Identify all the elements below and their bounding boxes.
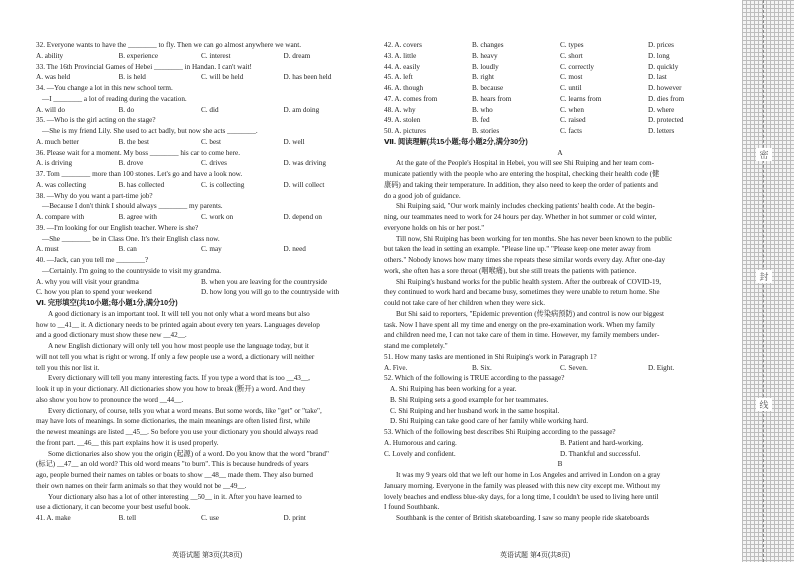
passage-line: may have lots of meanings. In some dictionaries, the main meanings are often listed first, while bbox=[36, 417, 311, 426]
option: D. quickly bbox=[648, 62, 679, 71]
option: B. tell bbox=[118, 514, 137, 522]
option: D. dies from bbox=[648, 94, 685, 103]
option: C. did bbox=[201, 105, 219, 114]
passage-label: B bbox=[557, 460, 563, 469]
option: A. must bbox=[36, 245, 59, 254]
options-row bbox=[384, 105, 736, 116]
option: D. need bbox=[283, 245, 306, 254]
passage-line: work, she often has a sore throat (咽喉痛), but she still treats the patients with patience. bbox=[384, 266, 637, 275]
passage-line: their own names on their farm animals so that they would not be __49__. bbox=[36, 481, 247, 490]
passage-line: will not tell you what is right or wrong. If only a few people use a word, a dictionary will neither bbox=[36, 352, 315, 361]
passage-line: tell you this nor list it. bbox=[36, 363, 100, 372]
passage-line: but taken the lead in setting an example. "Please line up." "Please keep one meter away from bbox=[384, 245, 651, 254]
passage-line: task. Now I have spent all my time and energy on the pre-examination work. When my family bbox=[384, 320, 655, 329]
option: A. compare with bbox=[36, 213, 85, 221]
passage-line: I found Southbank. bbox=[384, 503, 440, 512]
option: B. fed bbox=[472, 116, 490, 125]
options-row bbox=[384, 94, 736, 105]
option: D. however bbox=[648, 84, 682, 92]
option-line: C. Shi Ruiping and her husband work in the same hospital. bbox=[390, 406, 560, 415]
option: C. work on bbox=[201, 213, 234, 221]
option: D. am doing bbox=[283, 105, 320, 114]
options-row bbox=[384, 72, 736, 83]
option: A. was held bbox=[36, 73, 71, 82]
passage-line: January morning. Everyone in the family was pleased with this new city except me. Without my bbox=[384, 481, 661, 490]
option: B. because bbox=[472, 84, 504, 92]
passage-line: ago, people burned their names on tables or boats to show __48__ made them. They also burned bbox=[36, 471, 313, 479]
option: D. print bbox=[283, 514, 306, 522]
dialogue-line: —She is my friend Lily. She used to act badly, but now she acts ________. bbox=[42, 127, 258, 135]
option: B. hears from bbox=[472, 94, 512, 103]
options-row bbox=[384, 40, 736, 51]
options-row bbox=[36, 212, 366, 223]
option: 43. A. little bbox=[384, 51, 417, 60]
option-line: B. Shi Ruiping sets a good example for her teammates. bbox=[390, 395, 549, 404]
option: B. Patient and hard-working. bbox=[560, 438, 644, 447]
option: C. most bbox=[560, 73, 583, 82]
option: A. ability bbox=[36, 51, 64, 60]
option: 47. A. comes from bbox=[384, 94, 438, 103]
passage-line: Till now, Shi Ruiping has been working for ten months. She has never been known to the public bbox=[396, 234, 673, 243]
option: B. loudly bbox=[472, 62, 499, 71]
passage-line: and children need me, I can not take care of them in time. However, my family members under- bbox=[384, 331, 660, 340]
option: 45. A. left bbox=[384, 73, 413, 82]
options-row bbox=[384, 115, 736, 126]
option: C. interest bbox=[201, 51, 231, 60]
right-column bbox=[384, 40, 736, 524]
options-row bbox=[36, 72, 366, 83]
options-row bbox=[384, 438, 736, 449]
option: D. prices bbox=[648, 41, 674, 49]
option: D. Thankful and successful. bbox=[560, 449, 641, 458]
option: D. long bbox=[648, 51, 670, 60]
option: D. last bbox=[648, 73, 667, 82]
option: C. how you plan to spend your weekend bbox=[36, 288, 152, 297]
option: B. agree with bbox=[118, 213, 158, 221]
option: D. protected bbox=[648, 116, 684, 125]
option: B. do bbox=[118, 105, 135, 114]
options-row bbox=[36, 105, 366, 116]
options-row bbox=[36, 158, 366, 169]
option: 42. A. covers bbox=[384, 41, 422, 49]
option: 49. A. stolen bbox=[384, 116, 421, 125]
options-row bbox=[384, 62, 736, 73]
dialogue-line: —I ________ a lot of reading during the vacation. bbox=[42, 94, 187, 103]
passage-line: they continued to work hard and became busy, sometimes they were unable to return home. She bbox=[384, 288, 660, 297]
passage-line: look it up in your dictionary. All dictionaries show you how to break (断开) a word. And they bbox=[36, 385, 306, 393]
passage-label: A bbox=[557, 148, 563, 157]
options-row bbox=[36, 51, 366, 62]
option: B. the best bbox=[118, 137, 150, 146]
option: B. changes bbox=[472, 41, 504, 49]
passage-line: how to __41__ it. A dictionary needs to be printed again about every ten years. Languages develop bbox=[36, 320, 320, 329]
passage-line: the front part. __46__ this part explains how it is used properly. bbox=[36, 438, 219, 447]
options-row bbox=[384, 363, 736, 374]
passage-line: also show you how to pronounce the word __44__. bbox=[36, 395, 184, 404]
passage-line: and a good dictionary must show these new __42__. bbox=[36, 331, 187, 340]
question-stem: 53. Which of the following best describes Shi Ruiping according to the passage? bbox=[384, 428, 616, 436]
option: 44. A. easily bbox=[384, 62, 420, 71]
options-row bbox=[384, 449, 736, 460]
dialogue-line: —Because I don't think I should always ________ my parents. bbox=[42, 202, 223, 211]
option: B. Six. bbox=[472, 363, 492, 372]
option: 41. A. make bbox=[36, 514, 71, 522]
passage-line: 康码) and taking their temperature. In addition, they also need to keep the order of patients and bbox=[384, 180, 658, 189]
question-stem: 51. How many tasks are mentioned in Shi Ruiping's work in Paragraph 1? bbox=[384, 352, 597, 361]
option: B. who bbox=[472, 105, 493, 114]
passage-line: the newest meanings are listed __45__. So before you use your dictionary you should always read bbox=[36, 428, 318, 436]
option: D. well bbox=[283, 137, 305, 146]
options-row bbox=[36, 513, 366, 524]
option: 46. A. though bbox=[384, 84, 424, 92]
passage-line: stand me completely." bbox=[384, 342, 448, 350]
option: C. may bbox=[201, 245, 222, 254]
options-row bbox=[384, 51, 736, 62]
option: C. until bbox=[560, 84, 582, 92]
passage-line: Every dictionary will tell you many interesting facts. If you type a word that is too __43__, bbox=[48, 374, 310, 383]
passage-line: municate patiently with the people who are entering the hospital, checking their health code (健 bbox=[384, 170, 660, 178]
dialogue-line: —She ________ be in Class One. It's their English class now. bbox=[42, 234, 220, 243]
option: 50. A. pictures bbox=[384, 127, 426, 135]
option: B. is held bbox=[118, 73, 146, 82]
passage-line: (标记) __47__ an old word? This old word means "to burn". This is because hundreds of years bbox=[36, 460, 309, 469]
option: 48. A. why bbox=[384, 105, 416, 114]
seal-char-mi: 密 bbox=[756, 148, 772, 161]
option: D. where bbox=[648, 105, 675, 114]
option: C. raised bbox=[560, 116, 586, 125]
option: A. is driving bbox=[36, 159, 73, 168]
option: C. Seven. bbox=[560, 363, 588, 372]
option-line: A. Shi Ruiping has been working for a year. bbox=[390, 385, 517, 393]
passage-line: lovely beaches and endless blue-sky days, for a long time, I couldn't be used to living here until bbox=[384, 492, 659, 501]
options-row bbox=[36, 180, 366, 191]
option: B. when you are leaving for the countryside bbox=[201, 277, 328, 286]
option: B. has collected bbox=[118, 180, 165, 189]
option: B. heavy bbox=[472, 51, 498, 60]
question-stem: 39. —I'm looking for our English teacher. Where is she? bbox=[36, 223, 199, 232]
option: D. will collect bbox=[283, 180, 325, 189]
question-stem: 34. —You change a lot in this new school term. bbox=[36, 84, 173, 92]
passage-line: everyone holds on his or her post." bbox=[384, 223, 485, 232]
passage-line: do a good job of guidance. bbox=[384, 191, 461, 200]
passage-line: Southbank is the center of British skateboarding. I saw so many people ride skateboards bbox=[396, 514, 650, 522]
question-stem: 38. —Why do you want a part-time job? bbox=[36, 191, 153, 200]
passage-line: Shi Ruiping said, "Our work mainly includes checking patients' health code. At the begin- bbox=[396, 202, 655, 211]
option: D. dream bbox=[283, 51, 311, 60]
option: D. has been held bbox=[283, 73, 332, 82]
option: C. Lovely and confident. bbox=[384, 449, 456, 458]
option: A. Humorous and caring. bbox=[384, 438, 457, 447]
section-heading: Ⅵ. 完形填空(共10小题;每小题1分,满分10分) bbox=[36, 298, 178, 307]
options-row bbox=[384, 83, 736, 94]
option: C. will be held bbox=[201, 73, 244, 82]
question-stem: 36. Please wait for a moment. My boss ________ his car to come here. bbox=[36, 148, 241, 157]
option: A. will do bbox=[36, 105, 65, 114]
options-row bbox=[384, 126, 736, 137]
dialogue-line: —Certainly. I'm going to the countryside to visit my grandma. bbox=[42, 266, 222, 275]
option: B. experience bbox=[118, 51, 159, 60]
option-line: D. Shi Ruiping can take good care of her family while working hard. bbox=[390, 417, 589, 426]
options-row bbox=[36, 244, 366, 255]
options-row bbox=[36, 137, 366, 148]
option: D. was driving bbox=[283, 159, 327, 168]
question-stem: 32. Everyone wants to have the ________ to fly. Then we can go almost anywhere we want. bbox=[36, 41, 302, 49]
option: C. facts bbox=[560, 127, 582, 135]
option: A. Five. bbox=[384, 363, 408, 372]
passage-line: But Shi said to reporters, "Epidemic prevention (传染病预防) and control is now our biggest bbox=[396, 309, 665, 318]
passage-line: A new English dictionary will only tell you how most people use the language today, but it bbox=[48, 342, 309, 350]
passage-line: others." Nobody knows how many times she repeats these similar words every day. After one-day bbox=[384, 256, 666, 264]
option: C. use bbox=[201, 514, 219, 522]
passage-line: Your dictionary also has a lot of other interesting __50__ in it. After you have learned to bbox=[48, 492, 302, 501]
passage-line: At the gate of the People's Hospital in Hebei, you will see Shi Ruiping and her team com- bbox=[396, 159, 654, 168]
passage-line: could not take care of her children when they were sick. bbox=[384, 299, 546, 307]
passage-line: use a dictionary, it can become your best useful book. bbox=[36, 503, 191, 512]
option: D. depend on bbox=[283, 213, 323, 221]
option: B. drove bbox=[118, 159, 144, 168]
footer-page-4: 英语试题 第4页(共8页) bbox=[500, 552, 571, 559]
passage-line: It was my 9 years old that we left our home in Los Angeles and arrived in London on a gray bbox=[396, 471, 661, 479]
option: C. drives bbox=[201, 159, 227, 168]
option: C. best bbox=[201, 137, 221, 146]
passage-line: Shi Ruiping's husband works for the public health system. After the outbreak of COVID-19, bbox=[396, 277, 661, 286]
option: C. types bbox=[560, 41, 584, 49]
section-heading: Ⅶ. 阅读理解(共15小题;每小题2分,满分30分) bbox=[384, 136, 528, 146]
question-stem: 40. —Jack, can you tell me ________? bbox=[36, 256, 149, 264]
option: B. stories bbox=[472, 127, 500, 135]
seal-char-xian: 线 bbox=[756, 398, 772, 411]
question-stem: 35. —Who is the girl acting on the stage? bbox=[36, 116, 156, 125]
options-row bbox=[36, 287, 366, 298]
option: A. much better bbox=[36, 137, 79, 146]
passage-line: ning, our teammates need to work for 24 hours per day. Whether in hot summer or cold winter, bbox=[384, 213, 657, 221]
option: C. when bbox=[560, 105, 584, 114]
option: B. right bbox=[472, 73, 494, 82]
option: B. can bbox=[118, 245, 137, 254]
option: A. was collecting bbox=[36, 180, 87, 189]
option: C. short bbox=[560, 51, 583, 60]
option: C. learns from bbox=[560, 94, 602, 103]
passage-line: Some dictionaries also show you the origin (起源) of a word. Do you know that the word "brand" bbox=[48, 449, 329, 458]
passage-line: Every dictionary, of course, tells you what a word means. But some words, like "get" or "take", bbox=[48, 406, 322, 415]
option: D. Eight. bbox=[648, 363, 675, 372]
option: C. is collecting bbox=[201, 180, 245, 189]
option: C. correctly bbox=[560, 62, 594, 71]
left-column bbox=[36, 40, 366, 524]
passage-line: A good dictionary is an important tool. It will tell you not only what a word means but also bbox=[48, 309, 310, 318]
options-row bbox=[36, 277, 366, 288]
seal-char-feng: 封 bbox=[756, 270, 772, 283]
footer-page-3: 英语试题 第3页(共8页) bbox=[172, 552, 243, 559]
question-stem: 52. Which of the following is TRUE according to the passage? bbox=[384, 374, 565, 383]
option: D. letters bbox=[648, 127, 675, 135]
option: A. why you will visit your grandma bbox=[36, 277, 139, 286]
question-stem: 33. The 16th Provincial Games of Hebei ________ in Handan. I can't wait! bbox=[36, 62, 252, 71]
question-stem: 37. Tom ________ more than 100 stones. Let's go and have a look now. bbox=[36, 170, 243, 178]
option: D. how long you will go to the countryside with bbox=[201, 288, 340, 297]
